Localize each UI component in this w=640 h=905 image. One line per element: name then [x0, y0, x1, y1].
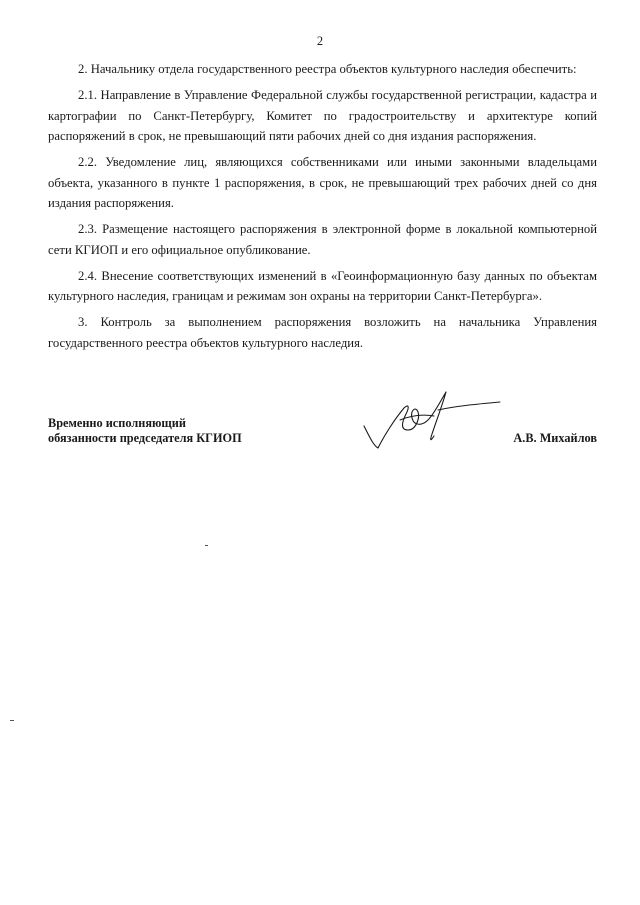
signer-title-line1: Временно исполняющий	[48, 416, 186, 430]
paragraph-2-4: 2.4. Внесение соответствующих изменений в «Геоинформационную базу данных по объектам культурного наследия, границам и режимам зон охраны на территории Санкт-Петербурга».	[48, 268, 597, 303]
paragraph-2: 2. Начальнику отдела государственного реестра объектов культурного наследия обеспечить:	[78, 62, 577, 76]
signer-name: А.В. Михайлов	[513, 431, 597, 445]
signature-block	[48, 416, 597, 476]
paragraph-2-1: 2.1. Направление в Управление Федеральной службы государственной регистрации, кадастра и картографии по Санкт-Петербургу, Комитет по градостроительству и архитектуре копий распоряжений в срок, не превышающий пяти рабочих дней со дня издания распоряжения.	[48, 88, 597, 143]
handwritten-signature	[360, 386, 510, 456]
document-body	[48, 59, 597, 359]
page-number: 2	[316, 34, 324, 48]
scan-speck	[10, 720, 14, 721]
paragraph-2-2: 2.2. Уведомление лиц, являющихся собственниками или иными законными владельцами объекта, указанного в пункте 1 распоряжения, в срок, не превышающий трех рабочих дней со дня издания распоряжения.	[48, 155, 597, 210]
paragraph-3: 3. Контроль за выполнением распоряжения возложить на начальника Управления государственного реестра объектов культурного наследия.	[48, 315, 597, 350]
signer-title	[48, 416, 242, 446]
scan-speck	[205, 545, 208, 546]
paragraph-2-3: 2.3. Размещение настоящего распоряжения в электронной форме в локальной компьютерной сети КГИОП и его официальное опубликование.	[48, 222, 597, 257]
signer-title-line2: обязанности председателя КГИОП	[48, 431, 242, 445]
